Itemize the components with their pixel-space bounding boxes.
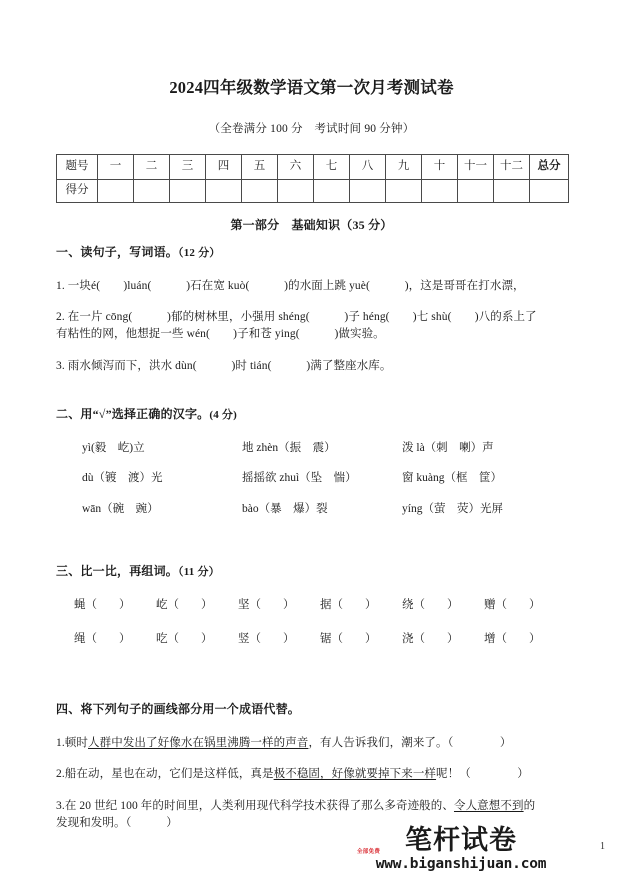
- score-table-col-5: 五: [242, 154, 278, 179]
- exercise-2-points: (4 分): [209, 408, 237, 421]
- score-table: [56, 154, 569, 203]
- part-one-heading: 第一部分 基础知识（35 分）: [230, 217, 393, 232]
- exercise-2-row-3: [56, 501, 567, 518]
- exercise-3-title: 三、比一比，再组词。: [56, 563, 179, 578]
- watermark-free-badge: 全部免费: [357, 849, 381, 855]
- score-table-col-2: 二: [134, 154, 170, 179]
- word-blank-2-5-label: 浇（: [402, 633, 425, 646]
- score-table-col-12: 十二: [494, 154, 530, 179]
- exercise-4-item-1-prefix: 1.顿时: [56, 737, 89, 750]
- word-blank-1-6-close: ）: [529, 598, 541, 611]
- score-table-col-9: 九: [386, 154, 422, 179]
- score-cell-1[interactable]: [98, 179, 134, 202]
- score-cell-7[interactable]: [314, 179, 350, 202]
- page-title: 2024四年级数学语文第一次月考测试卷: [169, 78, 454, 97]
- exam-subtitle: （全卷满分 100 分 考试时间 90 分钟）: [208, 122, 415, 135]
- score-cell-12[interactable]: [494, 179, 530, 202]
- exercise-3-row-1: [56, 597, 567, 614]
- word-blank-2-1[interactable]: [74, 631, 156, 648]
- watermark-url: www.biganshijuan.com: [375, 856, 547, 872]
- score-cell-11[interactable]: [458, 179, 494, 202]
- word-blank-1-4[interactable]: [320, 597, 402, 614]
- exercise-4-item-3-line-2[interactable]: 发现和发明。（ ）: [56, 816, 178, 829]
- word-blank-2-1-label: 绳（: [74, 633, 97, 646]
- score-cell-3[interactable]: [170, 179, 206, 202]
- exercise-4-item-1: [56, 735, 567, 752]
- choice-item-1-1[interactable]: yì(毅 屹)立: [82, 441, 145, 454]
- word-blank-2-4-label: 锯（: [320, 633, 343, 646]
- word-blank-1-6[interactable]: [484, 597, 566, 614]
- exercise-1-title: 一、读句子，写词语。: [56, 244, 179, 259]
- score-table-col-8: 八: [350, 154, 386, 179]
- exercise-1-item-2-line-2: 有粘性的网，他想捉一些 wén( )子和苍 ying( )做实验。: [56, 328, 385, 341]
- word-blank-1-5[interactable]: [402, 597, 484, 614]
- score-table-col-4: 四: [206, 154, 242, 179]
- word-blank-1-1-label: 蝇（: [74, 598, 97, 611]
- score-cell-2[interactable]: [134, 179, 170, 202]
- word-blank-2-2[interactable]: [156, 631, 238, 648]
- exercise-4-item-3-suffix: 的: [523, 799, 536, 812]
- word-blank-1-1-close: ）: [119, 598, 131, 611]
- word-blank-1-3-close: ）: [283, 598, 295, 611]
- watermark-brand: 笔杆试卷: [405, 825, 517, 856]
- score-table-col-7: 七: [314, 154, 350, 179]
- word-blank-2-6[interactable]: [484, 631, 566, 648]
- word-blank-2-3[interactable]: [238, 631, 320, 648]
- choice-item-2-2[interactable]: 摇摇欲 zhuì（坠 惴）: [242, 472, 357, 485]
- word-blank-2-3-close: ）: [283, 633, 295, 646]
- score-cell-9[interactable]: [386, 179, 422, 202]
- exercise-4-item-1-suffix[interactable]: ，有人告诉我们，潮来了。（ ）: [308, 737, 512, 750]
- score-table-col-3: 三: [170, 154, 206, 179]
- exercise-1-heading: [56, 243, 567, 260]
- score-table-col-1: 一: [98, 154, 134, 179]
- exercise-1-item-1: 1. 一块é( )luán( )石在宽 kuò( )的水面上跳 yuè( )，这是哥哥在打水漂，: [56, 279, 525, 292]
- score-table-total-label: 总分: [530, 154, 569, 179]
- exercise-4-item-3-underlined: 令人意想不到: [453, 799, 524, 812]
- word-blank-2-5-close: ）: [447, 633, 459, 646]
- choice-item-3-1[interactable]: wān（碗 豌）: [82, 503, 159, 516]
- exercise-3-row-2: [56, 631, 567, 648]
- word-blank-2-5[interactable]: [402, 631, 484, 648]
- choice-item-2-1[interactable]: dù（镀 渡）光: [82, 472, 163, 485]
- exercise-4-item-1-underlined: 人群中发出了好像水在锅里沸腾一样的声音: [88, 737, 309, 750]
- word-blank-2-4[interactable]: [320, 631, 402, 648]
- exercise-4-heading: 四、将下列句子的画线部分用一个成语代替。: [56, 702, 301, 717]
- choice-item-1-2[interactable]: 地 zhèn（振 震）: [242, 441, 336, 454]
- score-table-score-label: 得分: [57, 179, 98, 202]
- exercise-4-item-2-prefix: 2.船在动，星也在动，它们是这样低，真是: [56, 768, 274, 781]
- exercise-3-points: （11 分）: [178, 565, 220, 578]
- word-blank-2-6-label: 增（: [484, 633, 507, 646]
- word-blank-2-3-label: 竖（: [238, 633, 261, 646]
- choice-item-2-3[interactable]: 窗 kuàng（框 筐）: [402, 472, 502, 485]
- word-blank-1-2[interactable]: [156, 597, 238, 614]
- watermark: [351, 827, 571, 872]
- exercise-1-points: （12 分）: [178, 246, 221, 259]
- word-blank-1-5-label: 绕（: [402, 598, 425, 611]
- score-cell-5[interactable]: [242, 179, 278, 202]
- word-blank-1-3[interactable]: [238, 597, 320, 614]
- word-blank-1-2-label: 屹（: [156, 598, 179, 611]
- score-cell-4[interactable]: [206, 179, 242, 202]
- exercise-1-item-2-line-1: 2. 在一片 cōng( )郁的树林里，小强用 shéng( )子 héng( )七 shù( )八的系上了: [56, 311, 537, 324]
- word-blank-2-6-close: ）: [529, 633, 541, 646]
- word-blank-1-1[interactable]: [74, 597, 156, 614]
- score-table-wrap: [56, 136, 567, 203]
- score-table-col-6: 六: [278, 154, 314, 179]
- choice-item-3-3[interactable]: yíng（萤 荧）光屏: [402, 503, 503, 516]
- score-cell-10[interactable]: [422, 179, 458, 202]
- exercise-4-item-3-prefix: 3.在 20 世纪 100 年的时间里，人类利用现代科学技术获得了那么多奇迹般的、: [56, 799, 454, 812]
- word-blank-2-2-label: 吃（: [156, 633, 179, 646]
- word-blank-1-6-label: 赠（: [484, 598, 507, 611]
- score-table-col-11: 十一: [458, 154, 494, 179]
- choice-item-3-2[interactable]: bào（暴 爆）裂: [242, 503, 328, 516]
- word-blank-2-2-close: ）: [201, 633, 213, 646]
- word-blank-1-5-close: ）: [447, 598, 459, 611]
- watermark-url-row: [351, 849, 571, 872]
- word-blank-1-4-close: ）: [365, 598, 377, 611]
- exercise-3-heading: [56, 562, 567, 579]
- score-table-col-10: 十: [422, 154, 458, 179]
- score-cell-8[interactable]: [350, 179, 386, 202]
- score-table-row-head-label: 题号: [57, 154, 98, 179]
- word-blank-1-4-label: 据（: [320, 598, 343, 611]
- exercise-2-row-2: [56, 470, 567, 487]
- word-blank-1-3-label: 坚（: [238, 598, 261, 611]
- exercise-2-title: 二、用“√”选择正确的汉字。: [56, 406, 210, 421]
- exercise-4-item-2-underlined: 极不稳固，好像就要掉下来一样: [273, 768, 437, 781]
- exercise-4-item-3-line-1: [56, 798, 567, 815]
- table-row-header: [57, 154, 569, 179]
- score-cell-total[interactable]: [530, 179, 569, 202]
- exercise-4-item-2-suffix[interactable]: 呢！（ ）: [436, 768, 529, 781]
- word-blank-1-2-close: ）: [201, 598, 213, 611]
- exercise-4-item-2: [56, 766, 567, 783]
- score-cell-6[interactable]: [278, 179, 314, 202]
- exercise-2-row-1: [56, 440, 567, 457]
- word-blank-2-1-close: ）: [119, 633, 131, 646]
- exercise-2-heading: [56, 405, 567, 422]
- page-number: 1: [600, 841, 605, 852]
- choice-item-1-3[interactable]: 泼 là（刺 喇）声: [402, 441, 494, 454]
- table-row-scores: [57, 179, 569, 202]
- word-blank-2-4-close: ）: [365, 633, 377, 646]
- exercise-1-item-3: 3. 雨水倾泻而下，洪水 dùn( )时 tián( )满了整座水库。: [56, 359, 392, 372]
